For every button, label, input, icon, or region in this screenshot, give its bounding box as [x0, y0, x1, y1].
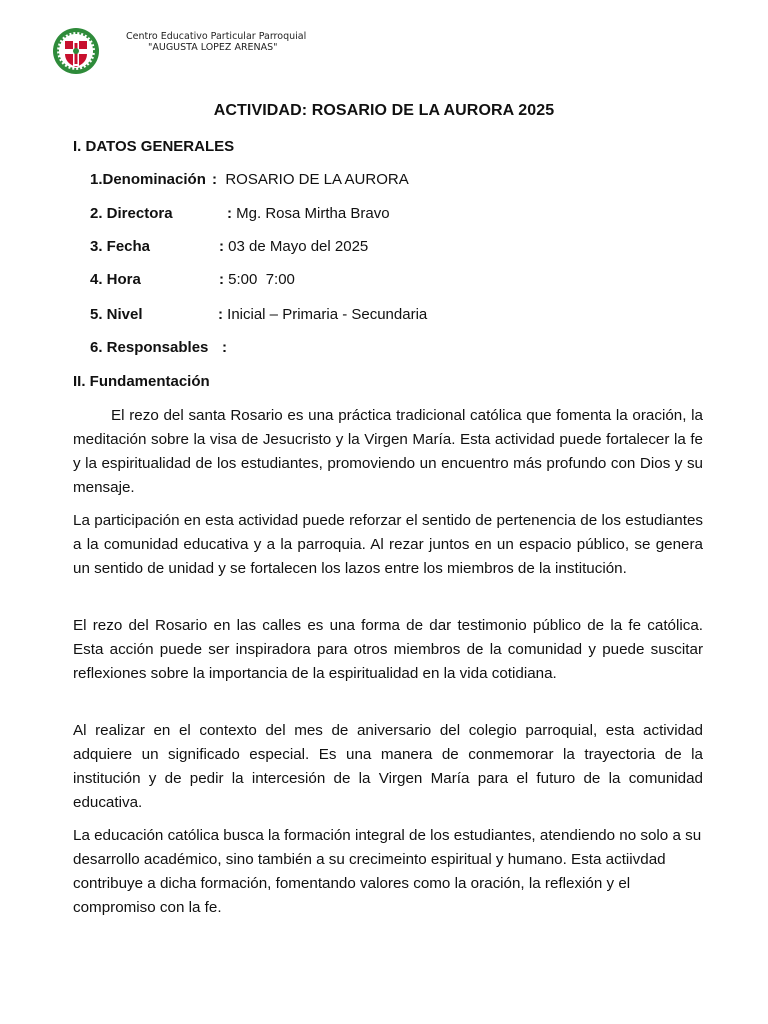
section-heading-datos-generales: I. DATOS GENERALES	[73, 138, 235, 155]
row-value: Inicial – Primaria - Secundaria	[223, 306, 428, 323]
institution-subname: "AUGUSTA LOPEZ ARENAS"	[148, 42, 278, 53]
paragraph-3: El rezo del Rosario en las calles es una forma de dar testimonio público de la fe católica. Esta acción puede ser inspiradora para otros miembros de la comunidad y puede suscitar reflexiones sobre la importancia de la espiritualidad en la vida cotidiana.	[73, 617, 703, 682]
row-value: 03 de Mayo del 2025	[224, 238, 369, 255]
row-label: 6. Responsables	[90, 339, 209, 356]
institution-header	[126, 31, 306, 53]
document-title: ACTIVIDAD: ROSARIO DE LA AURORA 2025	[213, 102, 555, 119]
section-heading-fundamentacion: II. Fundamentación	[73, 373, 210, 390]
row-colon: :	[227, 205, 232, 222]
paragraph-4: Al realizar en el contexto del mes de aniversario del colegio parroquial, esta actividad adquiere un significado especial. Es una manera de conmemorar la trayectoria de la institución y de pedir la intercesión de la Virgen María para el futuro de la comunidad educativa.	[73, 722, 703, 811]
row-fecha	[90, 238, 368, 255]
row-value: 5:00 7:00	[224, 271, 295, 288]
row-directora	[90, 205, 390, 222]
row-value: Mg. Rosa Mirtha Bravo	[232, 205, 390, 222]
row-nivel	[90, 306, 427, 323]
row-label: 5. Nivel	[90, 306, 143, 323]
row-label: 3. Fecha	[90, 238, 151, 255]
row-colon: :	[222, 339, 227, 356]
paragraph-1: El rezo del santa Rosario es una práctica tradicional católica que fomenta la oración, la meditación sobre la visa de Jesucristo y la Virgen María. Esta actividad puede fortalecer la fe y la espiritualidad de los estudiantes, promoviendo un encuentro más profundo con Dios y su mensaje.	[73, 407, 703, 496]
row-colon: :	[212, 171, 217, 188]
school-crest-logo	[52, 27, 100, 75]
paragraph-5: La educación católica busca la formación integral de los estudiantes, atendiendo no solo a su desarrollo académico, sino también a su crecimeinto espiritual y humano. Esta actiivdad contribuye a dicha formación, fomentando valores como la oración, la reflexión y el compromiso con la fe.	[73, 827, 702, 916]
row-responsables	[90, 339, 227, 356]
institution-name: Centro Educativo Particular Parroquial	[126, 31, 307, 42]
row-colon: :	[219, 238, 224, 255]
row-denominacion	[90, 171, 409, 188]
row-label: 4. Hora	[90, 271, 141, 288]
row-colon: :	[218, 306, 223, 323]
row-colon: :	[219, 271, 224, 288]
row-value: ROSARIO DE LA AURORA	[217, 171, 409, 188]
paragraph-2: La participación en esta actividad puede reforzar el sentido de pertenencia de los estudiantes a la comunidad educativa y a la parroquia. Al rezar juntos en un espacio público, se genera un sentido de unidad y se fortalecen los lazos entre los miembros de la institución.	[73, 512, 703, 577]
row-hora	[90, 271, 295, 288]
row-label: 1.Denominación	[90, 171, 206, 188]
row-label: 2. Directora	[90, 205, 173, 222]
